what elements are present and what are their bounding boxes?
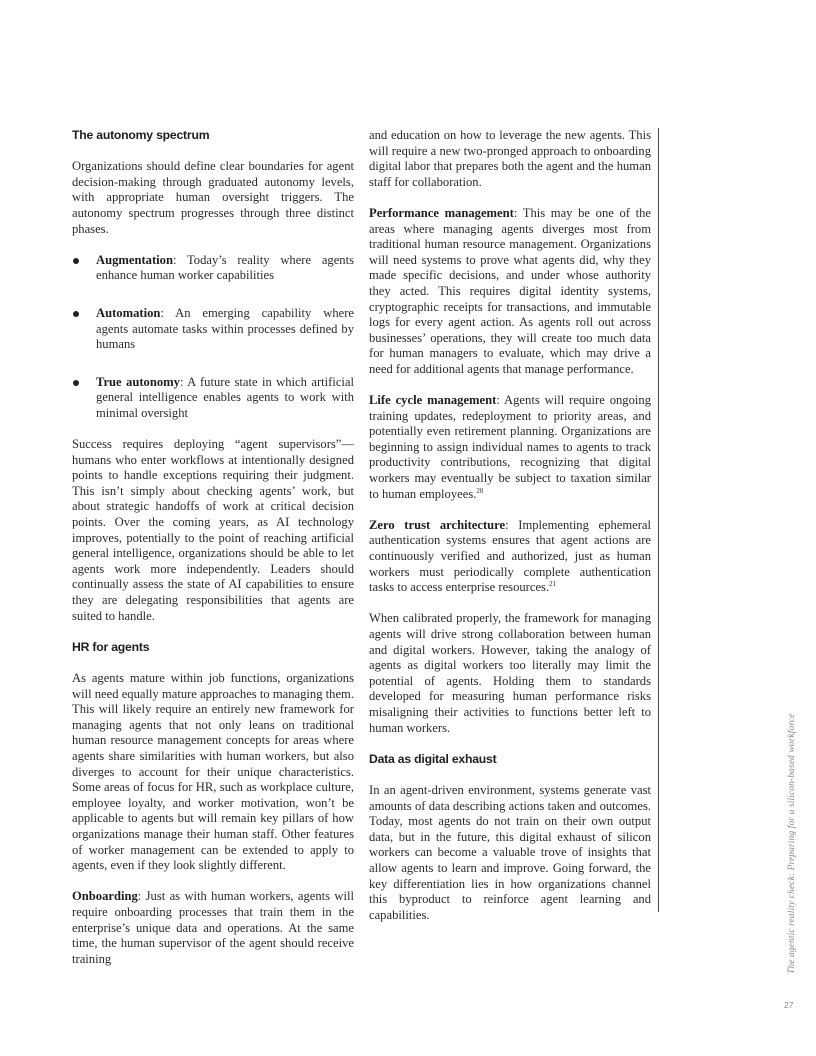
paragraph-performance-management bbox=[369, 206, 651, 378]
bullet-item bbox=[72, 306, 354, 353]
paragraph: and education on how to leverage the new agents. This will require a new two-pronged approach to onboarding digital labor that prepares both the agent and the human staff for collaboration. bbox=[369, 128, 651, 189]
paragraph-text: : Implementing ephemeral authentication systems ensures that agent actions are continuously verified and authorized, just as human workers must periodically complete authentication tasks to access enterprise resources. bbox=[369, 517, 651, 595]
bullet-icon bbox=[73, 311, 79, 317]
left-column bbox=[72, 128, 354, 983]
right-column bbox=[369, 128, 651, 939]
footnote-ref[interactable]: 21 bbox=[549, 580, 557, 589]
paragraph-zero-trust bbox=[369, 518, 651, 596]
running-title: The agentic reality check: Preparing for a silicon-based workforce bbox=[787, 713, 797, 974]
paragraph: Organizations should define clear boundaries for agent decision-making through graduated autonomy levels, with appropriate human oversight triggers. The autonomy spectrum progresses through three distinct phases. bbox=[72, 159, 354, 236]
bullet-term: True autonomy bbox=[96, 374, 180, 389]
paragraph-text: : This may be one of the areas where managing agents diverges most from traditional human resource management. Organizations will need systems to prove what agents did, why they made specific decisions, and under whose authority they acted. This requires digital identity systems, cryptographic receipts for transactions, and immutable logs for every agent action. As agents roll out across businesses’ operations, they will create too much data for human managers to evaluate, which may drive a need for additional agents that manage performance. bbox=[369, 205, 651, 376]
term-life-cycle-management: Life cycle management bbox=[369, 393, 497, 408]
section-heading-hr-for-agents: HR for agents bbox=[72, 639, 150, 654]
bullet-item bbox=[72, 253, 354, 284]
term-performance-management: Performance management bbox=[369, 205, 514, 220]
paragraph: When calibrated properly, the framework for managing agents will drive strong collaboration between human and digital workers. However, taking the analogy of agents as digital workers too literally may limit the potential of agents. Holding them to standards developed for measuring human performance risks misaligning their activities to functions better left to human workers. bbox=[369, 611, 651, 735]
section-heading-data-as-digital-exhaust: Data as digital exhaust bbox=[369, 751, 497, 766]
column-divider bbox=[658, 128, 659, 912]
bullet-text: : Today’s reality where agents enhance human worker capabilities bbox=[96, 252, 354, 283]
bullet-text: : A future state in which artificial general intelligence enables agents to work with minimal oversight bbox=[96, 374, 355, 420]
bullet-item bbox=[72, 375, 354, 422]
paragraph: Success requires deploying “agent supervisors”—humans who enter workflows at intentionally designed points to handle exceptions requiring their judgment. This isn’t simply about checking agents’ work, but about strategic handoffs of work at critical decision points. Over the coming years, as AI technology improves, potentially to the point of reaching artificial general intelligence, organizations should be able to let agents work more independently. Leaders should continually assess the state of AI capabilities to ensure they are delegating responsibilities that agents are suited to handle. bbox=[72, 437, 354, 623]
paragraph: As agents mature within job functions, organizations will need equally mature approaches to managing them. This will likely require an entirely new framework for managing agents that not only leans on traditional human resource management concepts for areas where agents share similarities with human workers, but also diverges to account for their unique characteristics. Some areas of focus for HR, such as workplace culture, employee loyalty, and worker motivation, won’t be applicable to agents but will remain key pillars of how organizations manage their human staff. Other features of worker management can be extended to apply to agents, even if they look slightly different. bbox=[72, 671, 354, 873]
footnote-ref[interactable]: 20 bbox=[476, 486, 484, 495]
bullet-icon bbox=[73, 258, 79, 264]
bullet-term: Augmentation bbox=[96, 252, 173, 267]
paragraph: In an agent-driven environment, systems generate vast amounts of data describing actions taken and outcomes. Today, most agents do not train on their own output data, but in the future, this digital exhaust of silicon workers can become a valuable trove of insights that allow agents to learn and improve. Going forward, the key differentiation lies in how organizations channel this byproduct to reinforce agent learning and capabilities. bbox=[369, 782, 651, 922]
paragraph-text: : Agents will require ongoing training updates, redeployment to priority areas, and potentially even retirement planning. Organizations are beginning to assign individual names to agents to track productivity contributions, recognizing that digital workers may eventually be subject to taxation similar to human employees. bbox=[369, 393, 651, 501]
paragraph-onboarding bbox=[72, 889, 354, 967]
term-onboarding: Onboarding bbox=[72, 889, 138, 904]
paragraph-text: : Just as with human workers, agents will require onboarding processes that train them in the enterprise’s unique data and operations. At the same time, the human supervisor of the agent should receive training bbox=[72, 889, 354, 966]
bullet-icon bbox=[73, 380, 79, 386]
section-heading-autonomy-spectrum: The autonomy spectrum bbox=[72, 128, 210, 142]
page-number: 27 bbox=[784, 1000, 794, 1010]
term-zero-trust-architecture: Zero trust architecture bbox=[369, 517, 506, 532]
paragraph-life-cycle-management bbox=[369, 393, 651, 502]
bullet-text: : An emerging capability where agents automate tasks within processes defined by humans bbox=[96, 305, 354, 352]
bullet-term: Automation bbox=[96, 305, 161, 320]
